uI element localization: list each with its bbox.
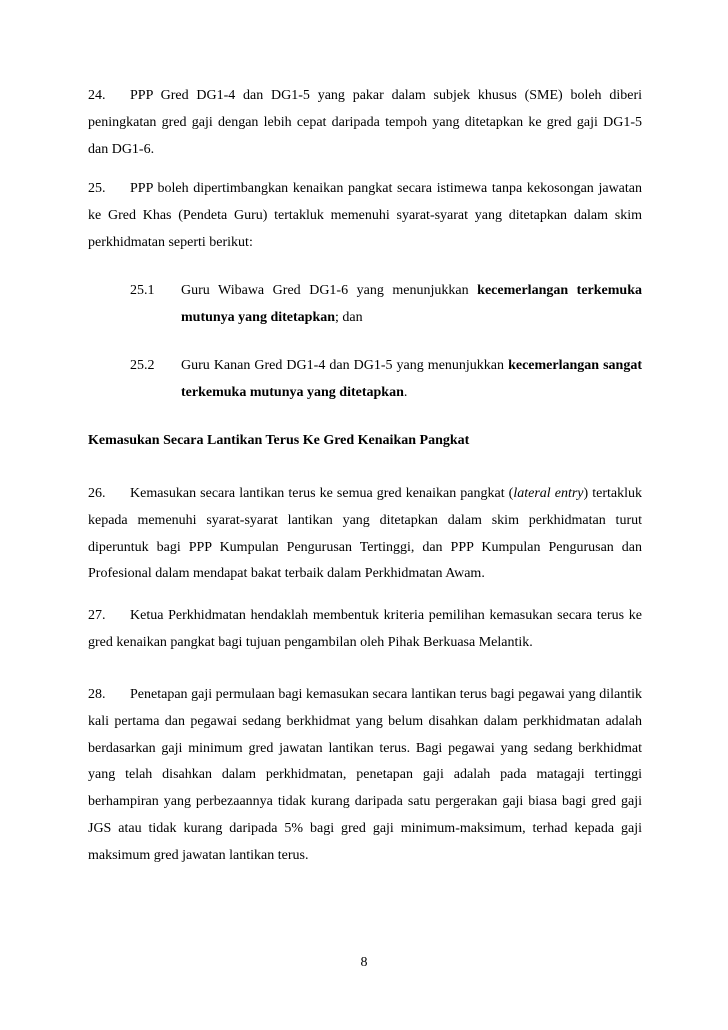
paragraph-italic-text: lateral entry: [513, 486, 584, 501]
paragraph-text-part: Kemasukan secara lantikan terus ke semua gred kenaikan pangkat (: [130, 486, 514, 501]
subparagraph-bold-text: kecemerlangan terkemuka mutunya yang ditetapkan: [181, 283, 643, 325]
subparagraph-text-part: Guru Wibawa Gred DG1-6 yang menunjukkan: [181, 283, 478, 298]
paragraph-number: 26.: [88, 486, 106, 501]
section-heading: Kemasukan Secara Lantikan Terus Ke Gred Kenaikan Pangkat: [88, 433, 470, 448]
paragraph-27: [88, 603, 642, 657]
subparagraph-text: [181, 278, 642, 332]
paragraph-number: 25.: [88, 181, 106, 196]
paragraph-text: Ketua Perkhidmatan hendaklah membentuk kriteria pemilihan kemasukan secara terus ke gred kenaikan pangkat bagi tujuan pengambilan oleh Pihak Berkuasa Melantik.: [88, 608, 642, 650]
subparagraph-bold-text: kecemerlangan sangat terkemuka mutunya yang ditetapkan: [181, 358, 642, 400]
paragraph-text: Penetapan gaji permulaan bagi kemasukan secara lantikan terus bagi pegawai yang dilantik kali pertama dan pegawai sedang berkhidmat yang belum disahkan dalam perkhidmatan adalah berdasarkan gaji minimum gred jawatan lantikan terus. Bagi pegawai yang sedang berkhidmat yang telah disahkan dalam perkhidmatan, penetapan gaji adalah pada matagaji tertinggi berhampiran yang perbezaannya tidak kurang daripada satu pergerakan gaji biasa bagi gred gaji JGS atau tidak kurang daripada 5% bagi gred gaji minimum-maksimum, terhad kepada gaji maksimum gred jawatan lantikan terus.: [88, 687, 642, 863]
paragraph-text: PPP Gred DG1-4 dan DG1-5 yang pakar dalam subjek khusus (SME) boleh diberi peningkatan gred gaji dengan lebih cepat daripada tempoh yang ditetapkan ke gred gaji DG1-5 dan DG1-6.: [88, 88, 642, 157]
paragraph-28: [88, 682, 642, 870]
subparagraph-number: 25.1: [130, 283, 155, 298]
paragraph-number: 28.: [88, 687, 106, 702]
paragraph-26: [88, 481, 642, 588]
paragraph-24: [88, 83, 642, 163]
subparagraph-number: 25.2: [130, 358, 155, 373]
subparagraph-text-part: .: [403, 384, 408, 400]
paragraph-number: 24.: [88, 88, 106, 103]
paragraph-text-part: ) tertakluk kepada memenuhi syarat-syarat lantikan yang ditetapkan dalam skim perkhidmatan turut diperuntuk bagi PPP Kumpulan Pengurusan Tertinggi, dan PPP Kumpulan Pengurusan dan Profesional dalam mendapat bakat terbaik dalam Perkhidmatan Awam.: [88, 486, 643, 582]
subparagraph-text-part: ; dan: [335, 309, 363, 325]
paragraph-25: [88, 176, 642, 256]
subparagraph-25-1: [130, 278, 642, 332]
subparagraph-25-2: [130, 353, 642, 407]
subparagraph-text: [181, 353, 642, 407]
paragraph-number: 27.: [88, 608, 106, 623]
subparagraph-text-part: Guru Kanan Gred DG1-4 dan DG1-5 yang menunjukkan: [181, 358, 509, 373]
paragraph-text: PPP boleh dipertimbangkan kenaikan pangkat secara istimewa tanpa kekosongan jawatan ke Gred Khas (Pendeta Guru) tertakluk memenuhi syarat-syarat yang ditetapkan dalam skim perkhidmatan seperti berikut:: [88, 181, 642, 250]
page-number: 8: [360, 955, 368, 970]
